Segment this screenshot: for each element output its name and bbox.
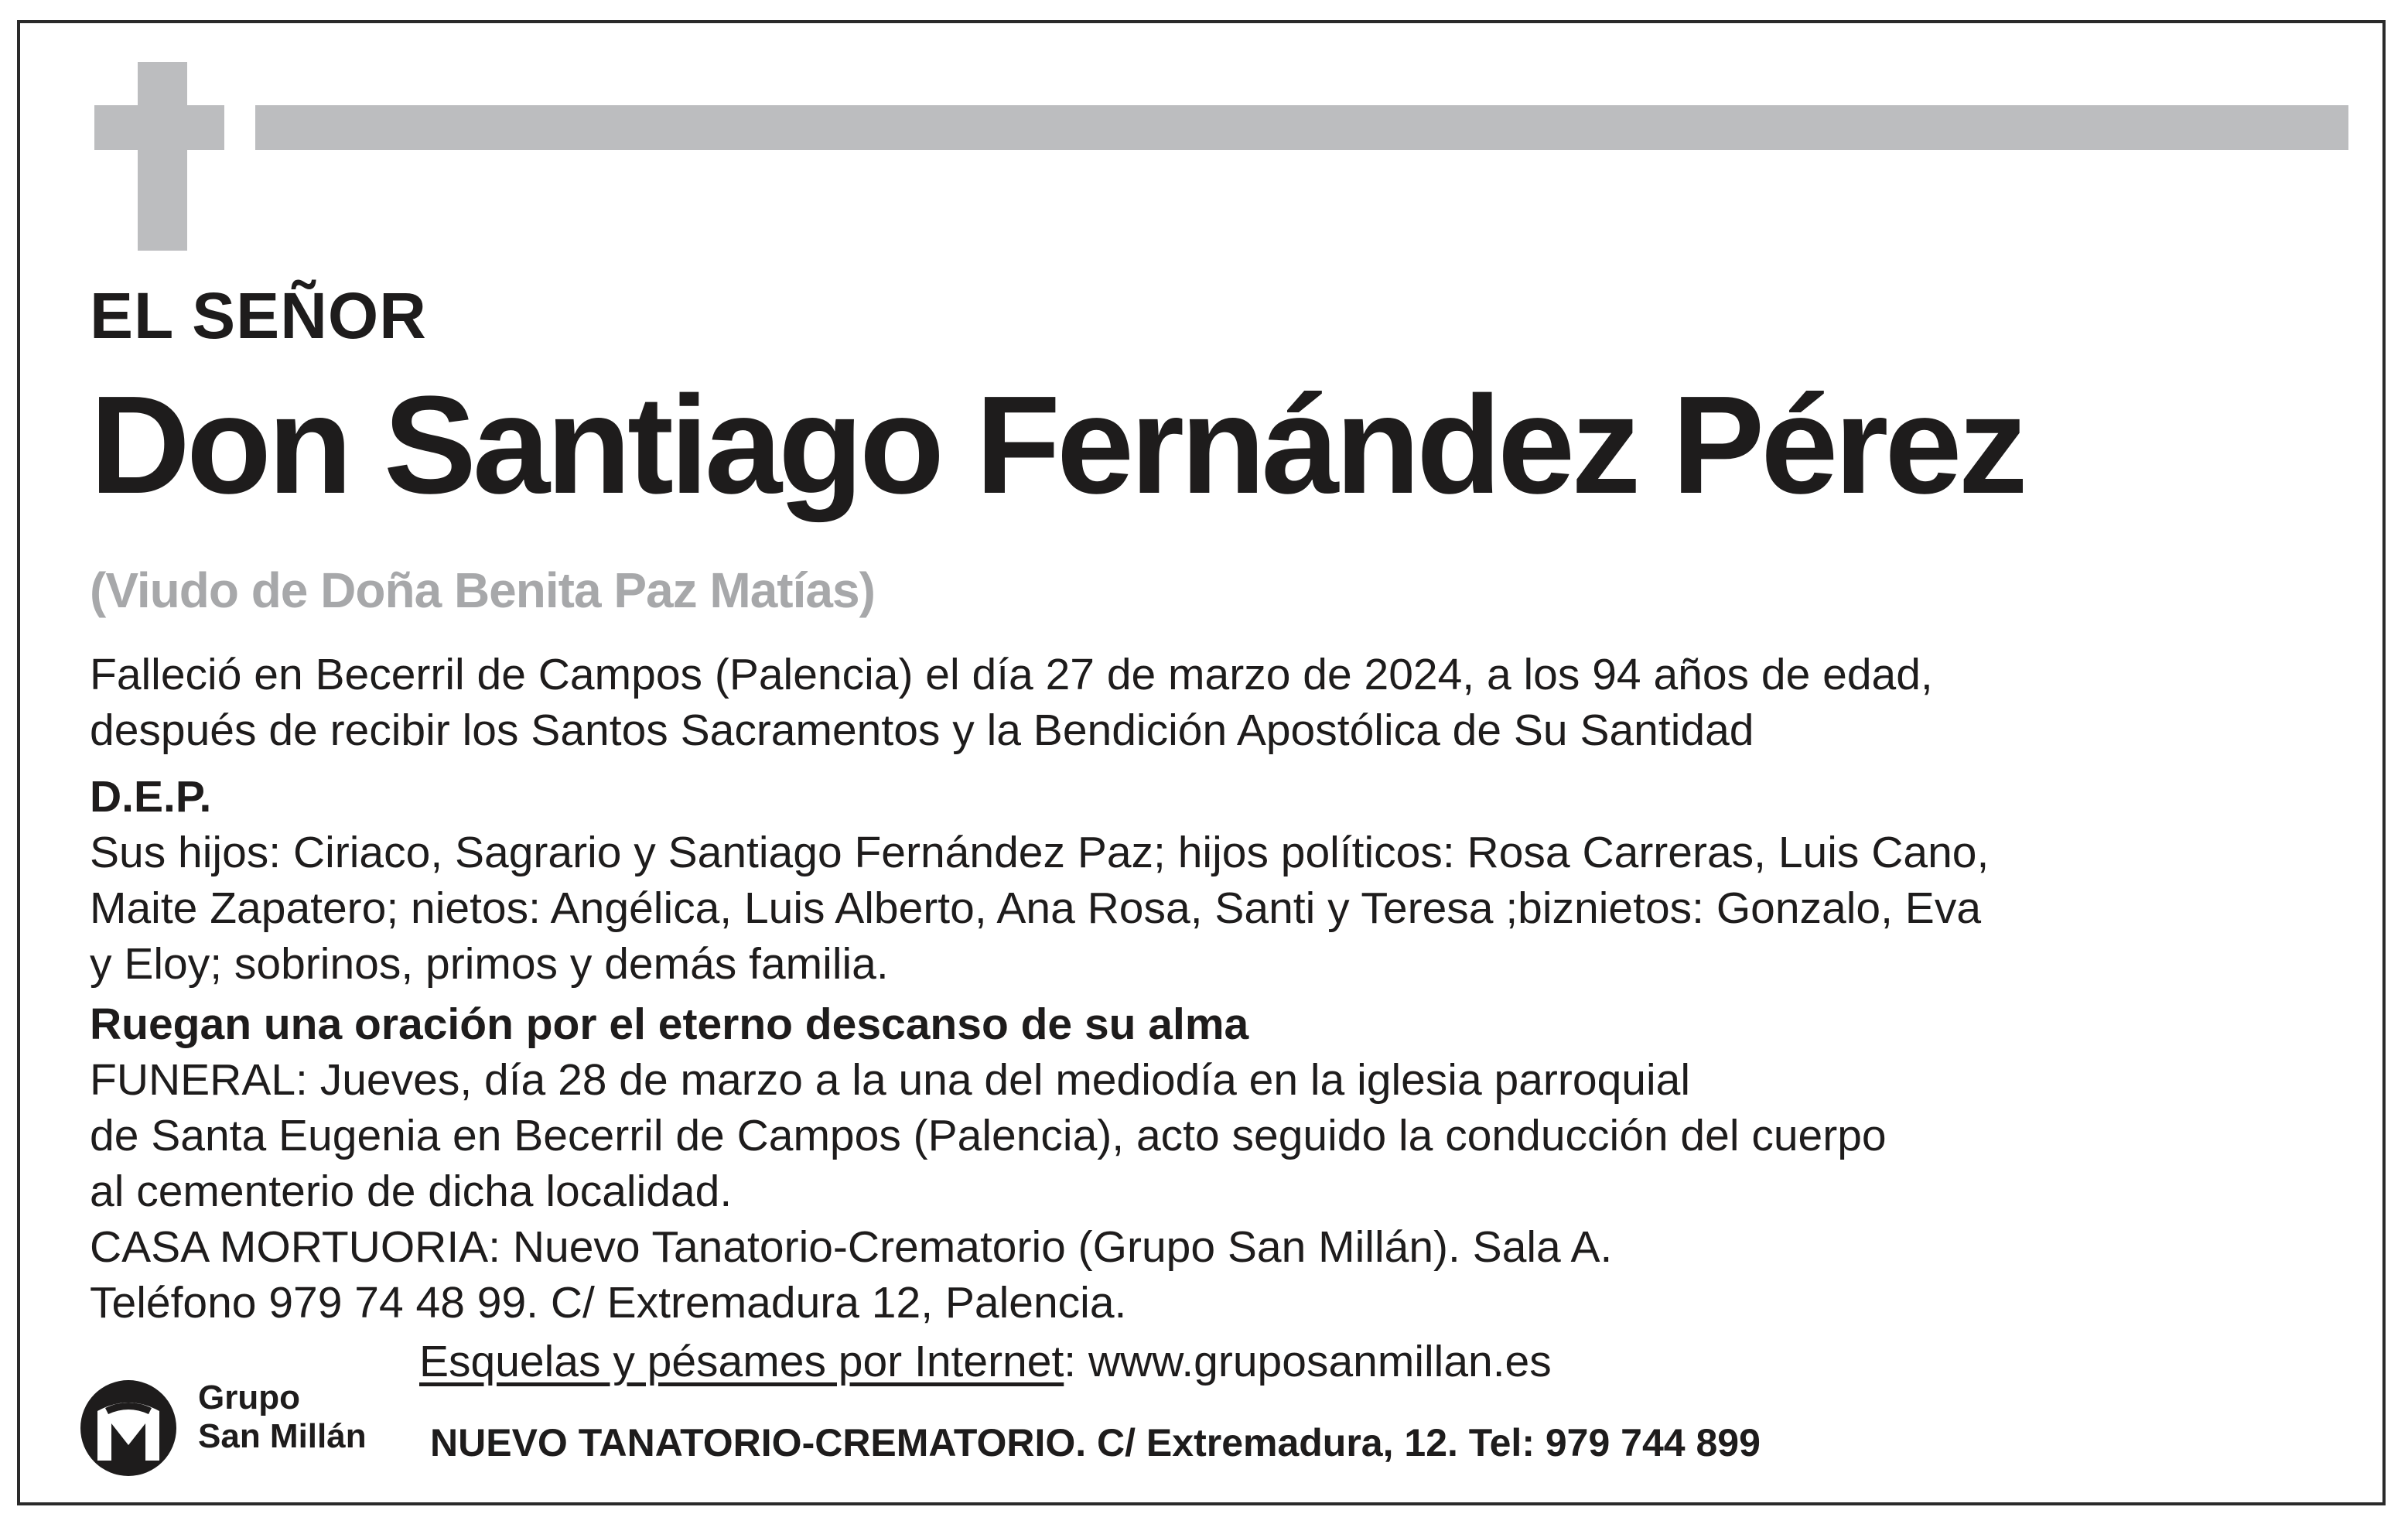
web-separator: : [1064,1337,1077,1386]
brand-line: Grupo [198,1379,300,1416]
header-rule [255,105,2348,150]
death-line: Falleció en Becerril de Campos (Palencia) el día 27 de marzo de 2024, a los 94 años de edad, [90,650,1933,699]
family-line: Sus hijos: Ciriaco, Sagrario y Santiago Fernández Paz; hijos políticos: Rosa Carreras, Luis Cano, [90,828,1990,877]
web-url[interactable]: www.gruposanmillan.es [1076,1337,1552,1386]
footer-address: NUEVO TANATORIO-CREMATORIO. C/ Extremadura, 12. Tel: 979 744 899 [430,1421,1761,1464]
funeral-line: Teléfono 979 74 48 99. C/ Extremadura 12, Palencia. [90,1278,1127,1328]
brand-name [198,1379,367,1456]
dep-label: D.E.P. [90,772,212,822]
cross-icon [138,62,187,251]
san-millan-logo-icon [74,1374,183,1482]
death-line: después de recibir los Santos Sacramentos y la Bendición Apostólica de Su Santidad [90,706,1754,755]
funeral-line: FUNERAL: Jueves, día 28 de marzo a la una del mediodía en la iglesia parroquial [90,1055,1691,1105]
funeral-line: al cementerio de dicha localidad. [90,1167,733,1216]
web-link-label[interactable]: Esquelas y pésames por Internet [419,1337,1064,1386]
family-line: Maite Zapatero; nietos: Angélica, Luis Alberto, Ana Rosa, Santi y Teresa ;biznietos: Gonzalo, Eva [90,883,1982,933]
funeral-line: CASA MORTUORIA: Nuevo Tanatorio-Crematorio (Grupo San Millán). Sala A. [90,1222,1613,1272]
family-line: y Eloy; sobrinos, primos y demás familia. [90,939,889,989]
funeral-paragraph [90,1052,1887,1331]
family-paragraph [90,825,1989,992]
notice-title: EL SEÑOR [90,279,427,352]
cross-icon-arm [94,105,224,150]
death-paragraph [90,647,1933,758]
prayer-request: Ruegan una oración por el eterno descanso de su alma [90,999,1249,1049]
funeral-line: de Santa Eugenia en Becerril de Campos (Palencia), acto seguido la conducción del cuerpo [90,1111,1887,1160]
brand-line: San Millán [198,1417,367,1455]
deceased-name: Don Santiago Fernández Pérez [90,367,2024,523]
web-line [419,1334,1552,1389]
widow-note: (Viudo de Doña Benita Paz Matías) [90,562,875,618]
